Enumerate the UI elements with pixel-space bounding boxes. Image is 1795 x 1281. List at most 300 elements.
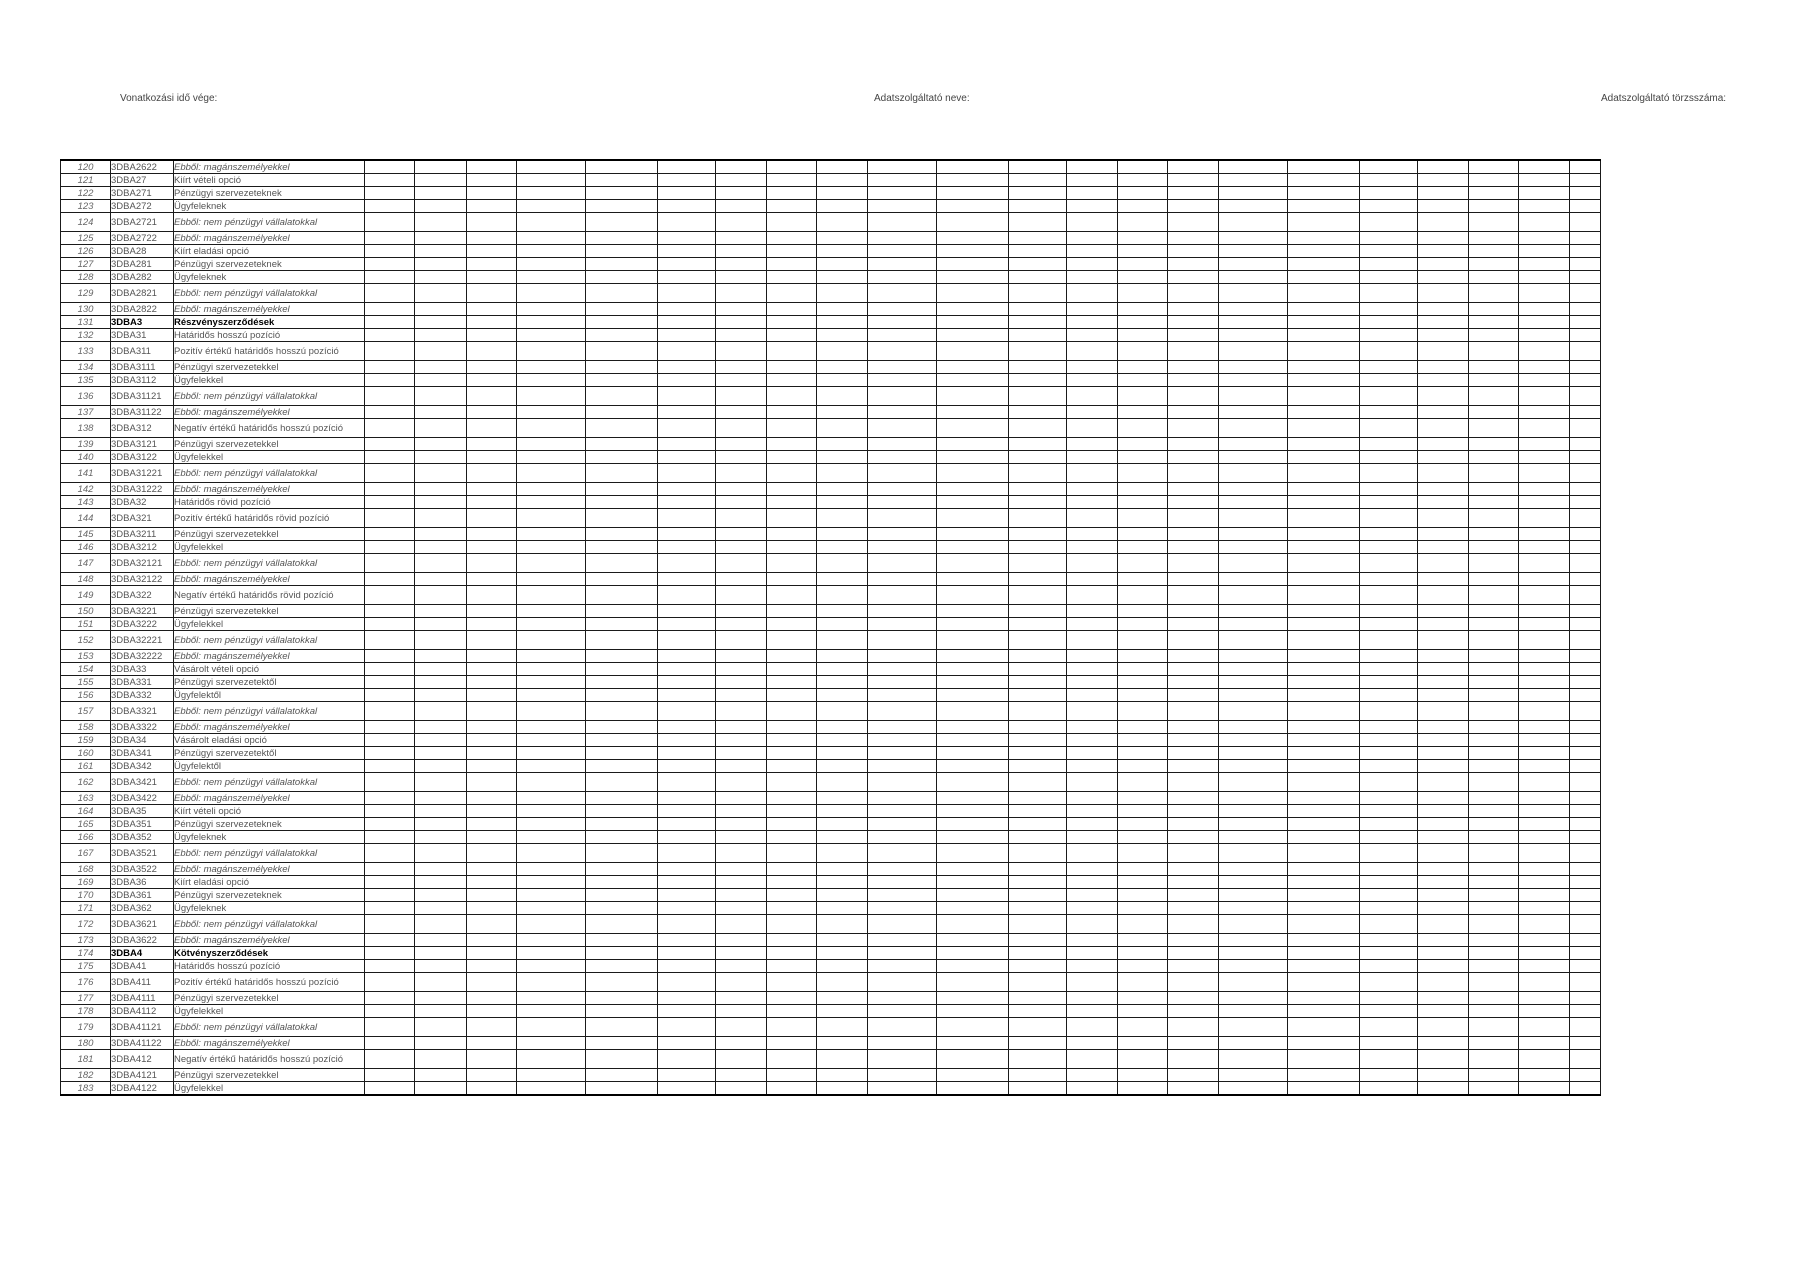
value-cell[interactable] (1519, 960, 1570, 973)
value-cell[interactable] (1570, 541, 1601, 554)
value-cell[interactable] (415, 586, 467, 605)
value-cell[interactable] (415, 316, 467, 329)
value-cell[interactable] (1219, 760, 1288, 773)
value-cell[interactable] (1009, 631, 1067, 650)
value-cell[interactable] (817, 902, 868, 915)
value-cell[interactable] (817, 451, 868, 464)
value-cell[interactable] (716, 232, 767, 245)
value-cell[interactable] (467, 663, 517, 676)
value-cell[interactable] (586, 934, 658, 947)
value-cell[interactable] (1067, 902, 1118, 915)
value-cell[interactable] (1118, 1082, 1168, 1096)
value-cell[interactable] (1067, 573, 1118, 586)
value-cell[interactable] (1009, 863, 1067, 876)
value-cell[interactable] (1469, 844, 1519, 863)
value-cell[interactable] (716, 464, 767, 483)
value-cell[interactable] (937, 464, 1009, 483)
value-cell[interactable] (817, 419, 868, 438)
value-cell[interactable] (1118, 586, 1168, 605)
value-cell[interactable] (586, 876, 658, 889)
value-cell[interactable] (517, 303, 586, 316)
value-cell[interactable] (1118, 844, 1168, 863)
value-cell[interactable] (1067, 1050, 1118, 1069)
value-cell[interactable] (1469, 509, 1519, 528)
value-cell[interactable] (716, 805, 767, 818)
value-cell[interactable] (1067, 329, 1118, 342)
value-cell[interactable] (1118, 734, 1168, 747)
value-cell[interactable] (658, 406, 716, 419)
value-cell[interactable] (1519, 973, 1570, 992)
value-cell[interactable] (517, 541, 586, 554)
value-cell[interactable] (517, 387, 586, 406)
value-cell[interactable] (1418, 747, 1469, 760)
value-cell[interactable] (1118, 773, 1168, 792)
value-cell[interactable] (586, 663, 658, 676)
value-cell[interactable] (817, 406, 868, 419)
value-cell[interactable] (1288, 464, 1360, 483)
value-cell[interactable] (365, 792, 415, 805)
value-cell[interactable] (1570, 760, 1601, 773)
value-cell[interactable] (1519, 316, 1570, 329)
value-cell[interactable] (817, 509, 868, 528)
value-cell[interactable] (1118, 689, 1168, 702)
value-cell[interactable] (716, 245, 767, 258)
value-cell[interactable] (1418, 902, 1469, 915)
value-cell[interactable] (1418, 554, 1469, 573)
value-cell[interactable] (937, 902, 1009, 915)
value-cell[interactable] (716, 631, 767, 650)
value-cell[interactable] (517, 509, 586, 528)
value-cell[interactable] (767, 844, 817, 863)
value-cell[interactable] (658, 960, 716, 973)
value-cell[interactable] (1288, 915, 1360, 934)
value-cell[interactable] (1570, 734, 1601, 747)
value-cell[interactable] (1067, 160, 1118, 174)
value-cell[interactable] (1570, 721, 1601, 734)
value-cell[interactable] (1118, 316, 1168, 329)
value-cell[interactable] (1360, 915, 1418, 934)
value-cell[interactable] (1219, 650, 1288, 663)
value-cell[interactable] (365, 483, 415, 496)
value-cell[interactable] (868, 245, 937, 258)
value-cell[interactable] (517, 174, 586, 187)
value-cell[interactable] (1360, 863, 1418, 876)
value-cell[interactable] (415, 605, 467, 618)
value-cell[interactable] (658, 213, 716, 232)
value-cell[interactable] (937, 187, 1009, 200)
value-cell[interactable] (1288, 387, 1360, 406)
value-cell[interactable] (817, 213, 868, 232)
value-cell[interactable] (1519, 663, 1570, 676)
value-cell[interactable] (467, 792, 517, 805)
value-cell[interactable] (1288, 650, 1360, 663)
value-cell[interactable] (1067, 361, 1118, 374)
value-cell[interactable] (767, 361, 817, 374)
value-cell[interactable] (1360, 554, 1418, 573)
value-cell[interactable] (517, 702, 586, 721)
value-cell[interactable] (586, 1037, 658, 1050)
value-cell[interactable] (817, 387, 868, 406)
value-cell[interactable] (716, 284, 767, 303)
value-cell[interactable] (1067, 876, 1118, 889)
value-cell[interactable] (1067, 406, 1118, 419)
value-cell[interactable] (1519, 831, 1570, 844)
value-cell[interactable] (817, 1037, 868, 1050)
value-cell[interactable] (415, 419, 467, 438)
value-cell[interactable] (868, 973, 937, 992)
value-cell[interactable] (658, 947, 716, 960)
value-cell[interactable] (1009, 586, 1067, 605)
value-cell[interactable] (937, 702, 1009, 721)
value-cell[interactable] (415, 361, 467, 374)
value-cell[interactable] (365, 284, 415, 303)
value-cell[interactable] (1418, 973, 1469, 992)
value-cell[interactable] (868, 831, 937, 844)
value-cell[interactable] (767, 174, 817, 187)
value-cell[interactable] (937, 663, 1009, 676)
value-cell[interactable] (767, 960, 817, 973)
value-cell[interactable] (716, 438, 767, 451)
value-cell[interactable] (1219, 284, 1288, 303)
value-cell[interactable] (415, 650, 467, 663)
value-cell[interactable] (1418, 631, 1469, 650)
value-cell[interactable] (1219, 805, 1288, 818)
value-cell[interactable] (868, 464, 937, 483)
value-cell[interactable] (1118, 438, 1168, 451)
value-cell[interactable] (1469, 160, 1519, 174)
value-cell[interactable] (517, 316, 586, 329)
value-cell[interactable] (1519, 818, 1570, 831)
value-cell[interactable] (1418, 889, 1469, 902)
value-cell[interactable] (1360, 734, 1418, 747)
value-cell[interactable] (1288, 316, 1360, 329)
value-cell[interactable] (1067, 1082, 1118, 1096)
value-cell[interactable] (1118, 618, 1168, 631)
value-cell[interactable] (716, 863, 767, 876)
value-cell[interactable] (517, 1050, 586, 1069)
value-cell[interactable] (1067, 689, 1118, 702)
value-cell[interactable] (517, 374, 586, 387)
value-cell[interactable] (937, 374, 1009, 387)
value-cell[interactable] (1469, 573, 1519, 586)
value-cell[interactable] (415, 271, 467, 284)
value-cell[interactable] (716, 361, 767, 374)
value-cell[interactable] (1067, 618, 1118, 631)
value-cell[interactable] (1219, 245, 1288, 258)
value-cell[interactable] (658, 316, 716, 329)
value-cell[interactable] (467, 934, 517, 947)
value-cell[interactable] (1009, 451, 1067, 464)
value-cell[interactable] (817, 734, 868, 747)
value-cell[interactable] (1418, 1050, 1469, 1069)
value-cell[interactable] (817, 342, 868, 361)
value-cell[interactable] (937, 631, 1009, 650)
value-cell[interactable] (868, 187, 937, 200)
value-cell[interactable] (467, 947, 517, 960)
value-cell[interactable] (1168, 792, 1219, 805)
value-cell[interactable] (937, 200, 1009, 213)
value-cell[interactable] (1009, 818, 1067, 831)
value-cell[interactable] (1418, 232, 1469, 245)
value-cell[interactable] (817, 316, 868, 329)
value-cell[interactable] (1219, 361, 1288, 374)
value-cell[interactable] (1418, 245, 1469, 258)
value-cell[interactable] (937, 831, 1009, 844)
value-cell[interactable] (767, 316, 817, 329)
value-cell[interactable] (937, 734, 1009, 747)
value-cell[interactable] (1360, 702, 1418, 721)
value-cell[interactable] (1168, 1018, 1219, 1037)
value-cell[interactable] (586, 554, 658, 573)
value-cell[interactable] (1469, 541, 1519, 554)
value-cell[interactable] (1288, 374, 1360, 387)
value-cell[interactable] (586, 316, 658, 329)
value-cell[interactable] (1519, 721, 1570, 734)
value-cell[interactable] (517, 464, 586, 483)
value-cell[interactable] (937, 760, 1009, 773)
value-cell[interactable] (467, 818, 517, 831)
value-cell[interactable] (1118, 992, 1168, 1005)
value-cell[interactable] (1360, 1037, 1418, 1050)
value-cell[interactable] (817, 1005, 868, 1018)
value-cell[interactable] (937, 213, 1009, 232)
value-cell[interactable] (1418, 451, 1469, 464)
value-cell[interactable] (1168, 947, 1219, 960)
value-cell[interactable] (716, 160, 767, 174)
value-cell[interactable] (1118, 902, 1168, 915)
value-cell[interactable] (1168, 973, 1219, 992)
value-cell[interactable] (1118, 160, 1168, 174)
value-cell[interactable] (1219, 915, 1288, 934)
value-cell[interactable] (1570, 374, 1601, 387)
value-cell[interactable] (1360, 605, 1418, 618)
value-cell[interactable] (817, 876, 868, 889)
value-cell[interactable] (467, 329, 517, 342)
value-cell[interactable] (365, 689, 415, 702)
value-cell[interactable] (868, 902, 937, 915)
value-cell[interactable] (767, 387, 817, 406)
value-cell[interactable] (1288, 973, 1360, 992)
value-cell[interactable] (1168, 721, 1219, 734)
value-cell[interactable] (1067, 271, 1118, 284)
value-cell[interactable] (658, 1082, 716, 1096)
value-cell[interactable] (1219, 1018, 1288, 1037)
value-cell[interactable] (1009, 213, 1067, 232)
value-cell[interactable] (937, 271, 1009, 284)
value-cell[interactable] (767, 419, 817, 438)
value-cell[interactable] (1570, 960, 1601, 973)
value-cell[interactable] (1469, 618, 1519, 631)
value-cell[interactable] (1519, 258, 1570, 271)
value-cell[interactable] (517, 773, 586, 792)
value-cell[interactable] (586, 902, 658, 915)
value-cell[interactable] (365, 541, 415, 554)
value-cell[interactable] (415, 213, 467, 232)
value-cell[interactable] (1009, 573, 1067, 586)
value-cell[interactable] (1360, 618, 1418, 631)
value-cell[interactable] (1168, 747, 1219, 760)
value-cell[interactable] (1360, 831, 1418, 844)
value-cell[interactable] (1519, 419, 1570, 438)
value-cell[interactable] (365, 773, 415, 792)
value-cell[interactable] (1519, 760, 1570, 773)
value-cell[interactable] (1067, 702, 1118, 721)
value-cell[interactable] (1009, 1069, 1067, 1082)
value-cell[interactable] (517, 721, 586, 734)
value-cell[interactable] (1469, 213, 1519, 232)
value-cell[interactable] (868, 702, 937, 721)
value-cell[interactable] (1288, 271, 1360, 284)
value-cell[interactable] (1469, 586, 1519, 605)
value-cell[interactable] (1219, 187, 1288, 200)
value-cell[interactable] (415, 760, 467, 773)
value-cell[interactable] (1469, 374, 1519, 387)
value-cell[interactable] (1288, 863, 1360, 876)
value-cell[interactable] (1418, 1005, 1469, 1018)
value-cell[interactable] (1469, 406, 1519, 419)
value-cell[interactable] (868, 284, 937, 303)
value-cell[interactable] (467, 438, 517, 451)
value-cell[interactable] (716, 1018, 767, 1037)
value-cell[interactable] (586, 200, 658, 213)
value-cell[interactable] (467, 483, 517, 496)
value-cell[interactable] (817, 818, 868, 831)
value-cell[interactable] (1009, 316, 1067, 329)
value-cell[interactable] (365, 464, 415, 483)
value-cell[interactable] (937, 329, 1009, 342)
value-cell[interactable] (658, 1050, 716, 1069)
value-cell[interactable] (817, 689, 868, 702)
value-cell[interactable] (517, 361, 586, 374)
value-cell[interactable] (1570, 464, 1601, 483)
value-cell[interactable] (937, 509, 1009, 528)
value-cell[interactable] (817, 303, 868, 316)
value-cell[interactable] (937, 747, 1009, 760)
value-cell[interactable] (1168, 1082, 1219, 1096)
value-cell[interactable] (1519, 451, 1570, 464)
value-cell[interactable] (716, 213, 767, 232)
value-cell[interactable] (1570, 915, 1601, 934)
value-cell[interactable] (365, 844, 415, 863)
value-cell[interactable] (586, 992, 658, 1005)
value-cell[interactable] (1288, 541, 1360, 554)
value-cell[interactable] (467, 702, 517, 721)
value-cell[interactable] (716, 902, 767, 915)
value-cell[interactable] (1168, 689, 1219, 702)
value-cell[interactable] (1418, 844, 1469, 863)
value-cell[interactable] (1570, 160, 1601, 174)
value-cell[interactable] (1168, 451, 1219, 464)
value-cell[interactable] (1009, 509, 1067, 528)
value-cell[interactable] (716, 676, 767, 689)
value-cell[interactable] (586, 1005, 658, 1018)
value-cell[interactable] (415, 387, 467, 406)
value-cell[interactable] (716, 663, 767, 676)
value-cell[interactable] (658, 889, 716, 902)
value-cell[interactable] (1118, 960, 1168, 973)
value-cell[interactable] (1418, 541, 1469, 554)
value-cell[interactable] (937, 419, 1009, 438)
value-cell[interactable] (1219, 689, 1288, 702)
value-cell[interactable] (1288, 618, 1360, 631)
value-cell[interactable] (517, 528, 586, 541)
value-cell[interactable] (415, 509, 467, 528)
value-cell[interactable] (937, 805, 1009, 818)
value-cell[interactable] (937, 992, 1009, 1005)
value-cell[interactable] (716, 844, 767, 863)
value-cell[interactable] (517, 187, 586, 200)
value-cell[interactable] (517, 1069, 586, 1082)
value-cell[interactable] (1570, 387, 1601, 406)
value-cell[interactable] (1360, 342, 1418, 361)
value-cell[interactable] (1469, 992, 1519, 1005)
value-cell[interactable] (716, 773, 767, 792)
value-cell[interactable] (868, 773, 937, 792)
value-cell[interactable] (658, 496, 716, 509)
value-cell[interactable] (1469, 960, 1519, 973)
value-cell[interactable] (1288, 554, 1360, 573)
value-cell[interactable] (1009, 947, 1067, 960)
value-cell[interactable] (1288, 760, 1360, 773)
value-cell[interactable] (1360, 483, 1418, 496)
value-cell[interactable] (1418, 960, 1469, 973)
value-cell[interactable] (1067, 374, 1118, 387)
value-cell[interactable] (1570, 271, 1601, 284)
value-cell[interactable] (586, 702, 658, 721)
value-cell[interactable] (1168, 284, 1219, 303)
value-cell[interactable] (1418, 1018, 1469, 1037)
value-cell[interactable] (658, 915, 716, 934)
value-cell[interactable] (716, 702, 767, 721)
value-cell[interactable] (817, 973, 868, 992)
value-cell[interactable] (1168, 200, 1219, 213)
value-cell[interactable] (868, 1005, 937, 1018)
value-cell[interactable] (517, 844, 586, 863)
value-cell[interactable] (658, 160, 716, 174)
value-cell[interactable] (1570, 818, 1601, 831)
value-cell[interactable] (767, 303, 817, 316)
value-cell[interactable] (1168, 934, 1219, 947)
value-cell[interactable] (1168, 1069, 1219, 1082)
value-cell[interactable] (517, 483, 586, 496)
value-cell[interactable] (1288, 174, 1360, 187)
value-cell[interactable] (1288, 702, 1360, 721)
value-cell[interactable] (1570, 992, 1601, 1005)
value-cell[interactable] (1519, 528, 1570, 541)
value-cell[interactable] (937, 483, 1009, 496)
value-cell[interactable] (1288, 1037, 1360, 1050)
value-cell[interactable] (365, 387, 415, 406)
value-cell[interactable] (716, 258, 767, 271)
value-cell[interactable] (817, 934, 868, 947)
value-cell[interactable] (1288, 1082, 1360, 1096)
value-cell[interactable] (517, 631, 586, 650)
value-cell[interactable] (868, 618, 937, 631)
value-cell[interactable] (868, 844, 937, 863)
value-cell[interactable] (1519, 483, 1570, 496)
value-cell[interactable] (1519, 174, 1570, 187)
value-cell[interactable] (1418, 1082, 1469, 1096)
value-cell[interactable] (658, 303, 716, 316)
value-cell[interactable] (365, 663, 415, 676)
value-cell[interactable] (1118, 406, 1168, 419)
value-cell[interactable] (1360, 496, 1418, 509)
value-cell[interactable] (1219, 902, 1288, 915)
value-cell[interactable] (1519, 702, 1570, 721)
value-cell[interactable] (467, 174, 517, 187)
value-cell[interactable] (1469, 451, 1519, 464)
value-cell[interactable] (1118, 702, 1168, 721)
